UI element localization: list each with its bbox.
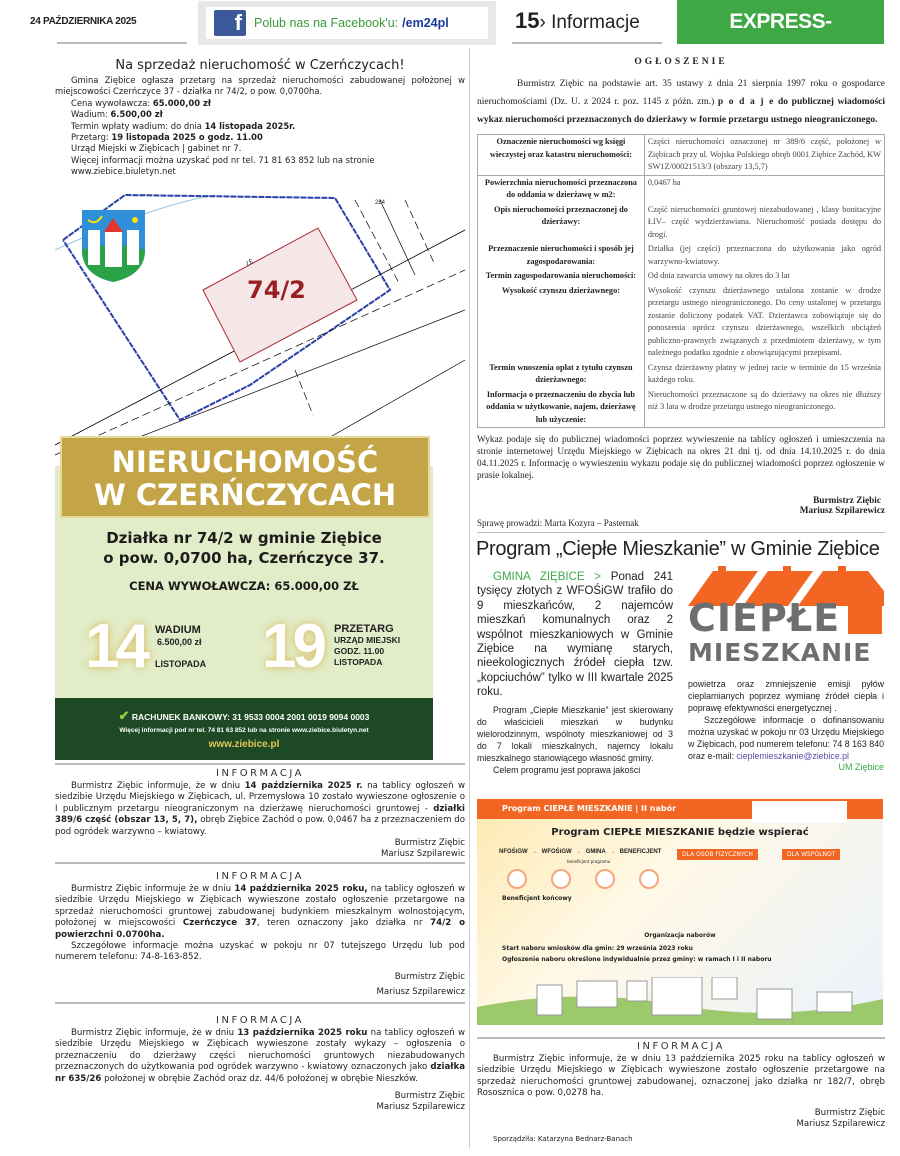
info-1: INFORMACJA Burmistrz Ziębic informuje, że w dniu 14 października 2025 r. na tablicy ogłoszeń w siedzibie Urzędu Miejskiego w Ziębicach, ul. Przemysłowa 10 zostało wywieszone ogłoszenie o I publicznym przetargu nieograniczonym na dzierżawę nieruchomości gruntowej - działki 389/6 część (obszar 13, 5, 7), obręb Ziębice Zachód o pow. 0,0467 ha z przeznaczeniem do pod ogródek warzywno – kwiatowy. Burmistrz Ziębic Mariusz Szpilarewic [55,768,466,860]
header-underline [57,42,187,44]
infographic-bar: Program CIEPŁE MIESZKANIE | II nabór [477,799,883,819]
flow-step: WFOŚiGW [541,849,572,855]
poster-details: Działka nr 74/2 w gminie Ziębice o pow. 0,0700 ha, Czerńczyce 37. CENA WYWOŁAWCZA: 65.000,00 ZŁ [55,528,433,596]
funding-flow [499,849,661,856]
row-label: Powierzchnia nieruchomości przeznaczona do oddania w dzierżawę w m2: [478,175,645,203]
divider [477,1037,885,1039]
sale-price: Cena wywoławcza: 65.000,00 zł [71,97,211,108]
program-title: Program „Ciepłe Mieszkanie” w Gminie Ziębice [476,538,880,560]
notice-table-row [478,388,885,428]
notice-footer: Wykaz podaje się do publicznej wiadomości poprzez wywieszenie na tablicy ogłoszeń i umieszczenia na stronie internetowej Urzędu Miejskiego w Ziębicach na okres 21 dni tj. od dnia 14.10.2025 r. do dnia 04.11.2025 r. Informację o wywieszeniu wykazu podaje się do publicznej wiadomości poprzez ogłoszenie w prasie lokalnej. [477,435,885,481]
program-signature: UM Ziębice [838,762,884,772]
row-label: Oznaczenie nieruchomości wg księgi wieczystej oraz katastru nieruchomości: [478,135,645,176]
divider [55,862,465,864]
notice-table-row [478,269,885,284]
row-value: Nieruchomości przeznaczone są do dzierżawy na okres nie dłuższy niż 3 lata w drodze przetargu ustnego nieograniczonego. [644,388,884,428]
poster-title: NIERUCHOMOŚĆ W CZERŃCZYCACH [60,436,430,518]
flow-step: GMINA [585,849,606,855]
row-value: Wysokość czynszu dzierżawnego ustalona zostanie w drodze przetargu ustnego nieograniczonego. Do ceny ustalonej w przetargu zostanie doliczony podatek VAT. Dzierżawca zobowiązuje się do ponoszenia oprócz czynszu dzierżawnego, wszelkich obciążeń publiczno-prawnych związanych z przedmiotem dzierżawy, w tym należnego podatku zgodnie z obowiązującymi przepisami. [644,284,884,361]
sale-deposit: Wadium: 6.500,00 zł [71,109,163,120]
divider [55,763,465,765]
box-individuals: DLA OSÓB FIZYCZNYCH [677,849,758,860]
notice-table-row [478,203,885,243]
website-link[interactable]: www.ziebice.pl [208,739,280,750]
row-value: 0,0467 ha [644,175,884,203]
divider [477,532,885,533]
poster-footer [55,698,433,760]
row-label: Wysokość czynszu dzierżawnego: [478,284,645,361]
flow-step: NFOŚiGW [499,849,528,855]
coat-of-arms [82,210,145,282]
notice-table-row [478,175,885,203]
deposit-date: 14 [85,612,146,681]
sale-title: Na sprzedaż nieruchomość w Czerńczycach! [115,58,405,73]
notice-table-row [478,135,885,176]
houses-illustration [477,977,883,1025]
flow-caption: beneficjent programu [567,859,611,864]
deposit-info: WADIUM 6.500,00 zł LISTOPADA [155,624,207,669]
notice-table-row [478,361,885,388]
arrow-icon: → [575,849,582,855]
notice-table-row [478,284,885,361]
ministry-logos [752,801,847,823]
row-value: Od dnia zawarcia umowy na okres do 3 lat [644,269,884,284]
notice-table [477,134,885,428]
bank-account: RACHUNEK BANKOWY: 31 9533 0004 2001 0019 9094 0003 [131,712,370,722]
row-label: Opis nieruchomości przeznaczonej do dzierżawy: [478,203,645,243]
facebook-like-icon: f [214,10,246,36]
announcement-info: Ogłoszenie naboru określone indywidualnie przez gminy: w ramach I i II naboru [502,956,772,963]
info-4: INFORMACJA Burmistrz Ziębic informuje, że w dniu 13 października 2025 roku na tablicy ogłoszeń w siedzibie Urzędu Miejskiego w Ziębicach wywieszone zostało ogłoszenie przetargowe na sprzedaż nieruchomości gruntowej zabudowanej, oznaczonej jako działka nr 182/7, obręb Rososznica o pow. 0,0278 ha. Burmistrz Ziębic Mariusz Szpilarewicz Sporządziła: Katarzyna Bednarz-Banach [477,1041,885,1144]
arrow-icon: → [609,849,616,855]
flow-icons [507,869,659,889]
check-icon: ✔ [118,708,130,723]
facebook-text: Polub nas na Facebook'u: [254,16,399,30]
infographic-title: Program CIEPŁE MIESZKANIE będzie wspierać [551,827,809,838]
brand-logo[interactable]: EXPRESS-MIEJSKI.PL [677,0,884,44]
info-3: INFORMACJA Burmistrz Ziębic informuje, że w dniu 13 października 2025 roku na tablicy ogłoszeń w siedzibie Urzędu Miejskiego w Ziębicach wywieszone zostały wykazy – ogłoszenia o przeznaczeniu do dzierżawy części nieruchomości gruntowych niezabudowanych przeznaczonych do użytkowania pod ogródek warzywno - kwiatowy oznaczonych jako działka nr 635/26 położonej w obrębie Zachód oraz dz. 44/6 położonej w obrębie Nieszków. Burmistrz Ziębic Mariusz Szpilarewicz [55,1015,465,1113]
section-name: › Informacje [539,12,640,33]
row-value: Część nieruchomości gruntowej niezabudowanej , klasy bonitacyjne ŁIV– część wydzierżawiana. Nieruchomość posiada dostępu do drogi. [644,203,884,243]
sale-office: Urząd Miejski w Ziębicach | gabinet nr 7. [71,143,242,154]
box-communities: DLA WSPÓLNOT [782,849,840,860]
organization-heading: Organizacja naborów [644,932,716,939]
row-label: Termin zagospodarowania nieruchomości: [478,269,645,284]
lease-notice: OGŁOSZENIE Burmistrz Ziębic na podstawie art. 35 ustawy z dnia 21 sierpnia 1997 roku o gospodarce nieruchomościami (Dz. U. z 2024 r. poz. 1145 z późn. zm.) p o d a j e do publicznej wiadomości wykaz nieruchomości przeznaczonych do dzierżawy w formie przetargu ustnego nieograniczonego. Oznaczenie nieruchomości wg księgi wieczystej oraz katastru nieruchomości: Części nieruchomości oznaczonej nr 389/6 część, położonej w Ziębicach przy ul. Wojska Polskiego obręb 0001 Ziębice Zachód, KW SW1Z/00021513/3 (obszary 13,5,7) Powierzchnia nieruchomości przeznaczona do oddania w dzierżawę w m2: 0,0467 ha Opis nieruchomości przeznaczonej do dzierżawy: Część nieruchomości gruntowej niezabudowanej , klasy bonitacyjne ŁIV– część wydzierżawiana. Nieruchomość posiada dostępu do drogi. Przeznaczenie nieruchomości i sposób jej zagospodarowania: Działka (jej części) przeznaczona do użytkowania jako ogród warzywno-kwiatowy. Termin zagospodarowania nieruchomości: Od dnia zawarcia umowy na okres do 3 lat Wysokość czynszu dzierżawnego: Wysokość czynszu dzierżawnego ustalona zostanie w drodze przetargu ustnego nieograniczonego. Do ceny ustalonej w przetargu zostanie doliczony podatek VAT. Dzierżawca zobowiązuje się do ponoszenia oprócz czynszu dzierżawnego, wszelkich obciążeń publiczno-prawnych związanych z przedmiotem dzierżawy, w tym należnego podatku zgodnie z obowiązującymi przepisami. Termin wnoszenia opłat z tytułu czynszu dzierżawnego: Czynsz dzierżawny płatny w jednej racie w terminie do 15 września każdego roku. Informacja o przeznaczeniu do zbycia lub oddania w użytkowanie, najem, dzierżawę lub użyczenie: Nieruchomości przeznaczone są do dzierżawy na okres nie dłuższy niż 3 lata w drodze przetargu ustnego nieograniczonego. Wykaz podaje się do publicznej wiadomości poprzez wywieszenie na tablicy ogłoszeń i umieszczenia na stronie internetowej Urzędu Miejskiego w Ziębicach na okres 21 dni tj. od dnia 14.10.2025 r. do dnia 04.11.2025 r. Informację o wywieszeniu wykazu podaje się do publicznej wiadomości poprzez ogłoszenie w prasie lokalnej. Burmistrz Ziębic Mariusz Szpilarewicz Sprawę prowadzi: Marta Kozyra – Pasternak [477,57,885,528]
row-value: Części nieruchomości oznaczonej nr 389/6 część, położonej w Ziębicach przy ul. Wojska Polskiego obręb 0001 Ziębice Zachód, KW SW1Z/00021513/3 (obszary 13,5,7) [644,135,884,176]
program-col1: GMINA ZIĘBICE > Ponad 241 tysięcy złotych z WFOŚiGW trafiło do 9 mieszkańców, 2 najemców mieszkań komunalnych oraz 2 wspólnot mieszkaniowych w Gminie Ziębice na wymianę starych, nieekologicznych źródeł ciepła tzw. „kopciuchów” tylko w III kwartale 2025 roku. Program „Ciepłe Mieszkanie” jest skierowany do właścicieli mieszkań w budynku wielorodzinnym, wspólnoty mieszkaniowej od 3 do 7 lokali mieszkalnych, najemcy lokalu mieszkalnego stanowiącego własność gminy. Celem programu jest poprawa jakości [477,571,673,775]
sale-more: Więcej informacji można uzyskać pod nr tel. 71 81 63 852 lub na stronie www.ziebice.biuletyn.net [71,154,375,177]
cieple-mieszkanie-logo: CIEPŁE MIESZKANIE [688,566,884,666]
program-infographic [477,799,883,1025]
info-2: INFORMACJA Burmistrz Ziębic informuje że w dniu 14 października 2025 roku, na tablicy ogłoszeń w siedzibie Urzędu Miejskiego w Ziębicach wywieszone zostało ogłoszenie przetargowe na sprzedaż nieruchomości gruntowej zabudowanej budynkiem mieszkalnym wolnostojącym, położonej w miejscowości Czerńczyce 37, teren oznaczony jako działka nr 74/2 o powierzchni 0.0700ha. Szczegółowe informacje można uzyskać w pokoju nr 07 tutejszego Urzędu lub pod numerem telefonu: 74-8-163-852. Burmistrz Ziębic Mariusz Szpilarewicz [55,871,466,998]
auction-date: 19 [262,612,323,681]
facebook-handle[interactable]: /em24pl [402,16,449,30]
sale-auction: Przetarg: 19 listopada 2025 o godz. 11.00 [71,132,263,143]
row-value: Działka (jej części) przeznaczona do użytkowania jako ogród warzywno-kwiatowy. [644,242,884,269]
parcel-label: 74/2 [247,276,306,304]
prepared-by: Sporządziła: Katarzyna Bednarz-Banach [493,1135,633,1144]
flow-step: BENEFICJENT [619,849,662,855]
facebook-banner[interactable] [198,1,496,45]
arrow-icon: → [531,849,538,855]
sale-intro: Gmina Ziębice ogłasza przetarg na sprzedaż nieruchomości zabudowanej położonej w miejscowości Czerńczyce 37 - działka nr 74/2, o pow. 0,0700ha. [55,75,465,97]
row-label: Termin wnoszenia opłat z tytułu czynszu dzierżawnego: [478,361,645,388]
notice-heading: OGŁOSZENIE [634,57,728,67]
column-divider [469,48,470,1148]
handled-by: Sprawę prowadzi: Marta Kozyra – Pasternak [477,518,639,528]
map-house-number: 37 [243,256,255,267]
auction-info: PRZETARG URZĄD MIEJSKI GODZ. 11.00 LISTOPADA [334,623,401,667]
email-link[interactable]: cieplemieszkanie@ziebice.pl [736,751,849,761]
sale-deposit-deadline: Termin wpłaty wadium: do dnia 14 listopada 2025r. [71,120,296,131]
map-neighbor-number: 284 [375,200,386,206]
notice-table-row [478,242,885,269]
beneficiary-heading: Beneficjent końcowy [502,895,572,902]
row-label: Informacja o przeznaczeniu do zbycia lub oddania w użytkowanie, najem, dzierżawę lub użyczenie: [478,388,645,428]
row-label: Przeznaczenie nieruchomości i sposób jej zagospodarowania: [478,242,645,269]
divider [55,1002,465,1004]
page-number: 15› Informacje [515,8,640,33]
header-underline [512,42,662,44]
program-col2: powietrza oraz zmniejszenie emisji pyłów cieplarnianych poprzez wymianę źródeł ciepła i poprawę efektywności energetycznej . Szczegółowe informacje o dofinansowaniu można uzyskać w pokoju nr 03 Urzędu Miejskiego w Ziębicach, pod numerem telefonu: 74 8 163 840 oraz e-mail: cieplemieszkanie@ziebice.pl UM Ziębice [688,679,884,772]
start-date: Start naboru wniosków dla gmin: 29 września 2023 roku [502,945,693,952]
poster-price: CENA WYWOŁAWCZA: 65.000,00 ZŁ [129,579,359,593]
issue-date: 24 PAŹDZIERNIKA 2025 [30,16,137,27]
sale-poster [55,445,433,760]
poster-more: Więcej informacji pod nr tel. 74 81 63 852 lub na stronie www.ziebice.biuletyn.net [119,727,369,734]
sale-announcement [55,58,465,178]
row-value: Czynsz dzierżawny płatny w jednej racie w terminie do 15 września każdego roku. [644,361,884,388]
